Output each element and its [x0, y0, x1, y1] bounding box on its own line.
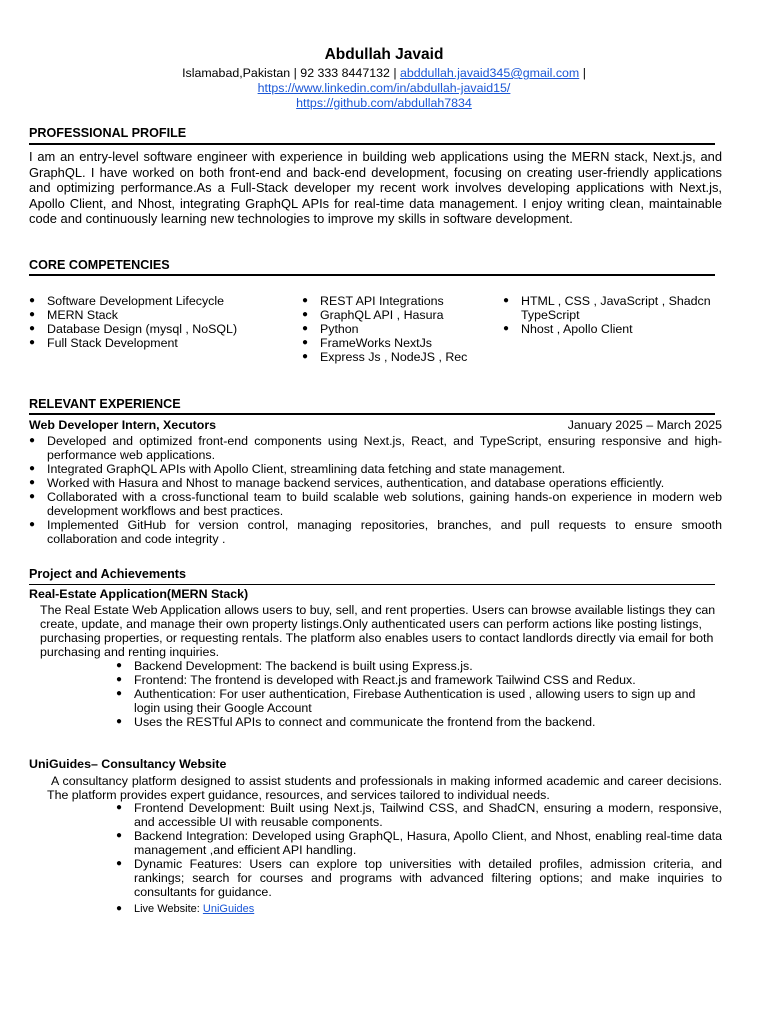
real-estate-bullet: ● Backend Development: The backend is built using Express.js. — [116, 659, 722, 673]
email-link[interactable]: abddullah.javaid345@gmail.com — [399, 66, 580, 80]
experience-bullet: ● Developed and optimized front-end components using Next.js, React, and TypeScript, ensuring responsive and high-performance web applications. — [29, 434, 722, 462]
experience-bullet: ● Implemented GitHub for version control, managing repositories, branches, and pull requests to ensure smooth collaboration and code integrity . — [29, 518, 722, 546]
experience-bullet: ● Worked with Hasura and Nhost to manage backend services, authentication, and database operations efficiently. — [29, 476, 722, 490]
competency-item: ● Express Js , NodeJS , Rec — [302, 350, 472, 364]
competencies-col-1 — [29, 294, 289, 350]
competencies-heading: CORE COMPETENCIES — [29, 258, 170, 272]
real-estate-bullets — [116, 659, 722, 729]
uniguides-live-website — [116, 902, 722, 916]
competency-item: ● Nhost , Apollo Client — [503, 322, 725, 336]
uniguides-title: UniGuides– Consultancy Website — [29, 757, 227, 771]
uniguides-description: A consultancy platform designed to assist students and professionals in making informed academic and career decisions. The platform provides expert guidance, resources, and services tailored to individual needs. — [47, 774, 722, 802]
competencies-col-2 — [302, 294, 472, 364]
competency-item: ● HTML , CSS , JavaScript , Shadcn TypeScript — [503, 294, 725, 322]
competency-item: ● GraphQL API , Hasura — [302, 308, 472, 322]
contact-separator: | — [579, 66, 586, 80]
experience-heading: RELEVANT EXPERIENCE — [29, 397, 181, 411]
uniguides-bullet: ● Dynamic Features: Users can explore top universities with detailed profiles, admission criteria, and rankings; search for courses and programs with advanced filtering options; and make inquiries to consultants for guidance. — [116, 857, 722, 899]
real-estate-bullet: ● Uses the RESTful APIs to connect and communicate the frontend from the backend. — [116, 715, 722, 729]
competencies-rule — [29, 274, 715, 276]
competency-item: ● Full Stack Development — [29, 336, 289, 350]
location-phone: Islamabad,Pakistan | 92 333 8447132 | — [182, 66, 400, 80]
uniguides-bullet: ● Backend Integration: Developed using GraphQL, Hasura, Apollo Client, and Nhost, enabling real-time data management ,and efficient API handling. — [116, 829, 722, 857]
competencies-col-3 — [503, 294, 725, 336]
real-estate-title: Real-Estate Application(MERN Stack) — [29, 587, 249, 601]
competency-item: ● FrameWorks NextJs — [302, 336, 472, 350]
uniguides-bullets — [116, 801, 722, 916]
uniguides-bullet: ● Frontend Development: Built using Next.js, Tailwind CSS, and ShadCN, ensuring a modern, responsive, and accessible UI with reusable components. — [116, 801, 722, 829]
real-estate-description: The Real Estate Web Application allows users to buy, sell, and rent properties. Users can browse available listings they can create, update, and manage their own property listings.Only authenticated users can perform actions like posting listings, purchasing properties, or requesting rentals. The platform also enables users to contact landlords directly via email for both purchasing and renting inquiries. — [40, 603, 716, 659]
linkedin-link[interactable]: https://www.linkedin.com/in/abdullah-javaid15/ — [257, 81, 511, 95]
competency-item: ● Python — [302, 322, 472, 336]
competency-item: ● Database Design (mysql , NoSQL) — [29, 322, 289, 336]
contact-block — [0, 66, 768, 111]
competency-item: ● Software Development Lifecycle — [29, 294, 289, 308]
contact-line — [0, 66, 768, 81]
experience-bullet: ● Collaborated with a cross-functional team to build scalable web solutions, gaining hands-on experience in modern web development workflows and best practices. — [29, 490, 722, 518]
experience-bullets — [29, 434, 722, 546]
experience-bullet: ● Integrated GraphQL APIs with Apollo Client, streamlining data fetching and state management. — [29, 462, 722, 476]
real-estate-bullet: ● Frontend: The frontend is developed with React.js and framework Tailwind CSS and Redux. — [116, 673, 722, 687]
projects-heading: Project and Achievements — [29, 567, 187, 581]
experience-role: Web Developer Intern, Xecutors — [29, 418, 217, 432]
experience-rule — [29, 413, 715, 415]
experience-dates: January 2025 – March 2025 — [567, 418, 722, 432]
competency-item: ● MERN Stack — [29, 308, 289, 322]
profile-rule — [29, 143, 715, 145]
real-estate-bullet: ● Authentication: For user authentication, Firebase Authentication is used , allowing users to sign up and login using their Google Account — [116, 687, 722, 715]
live-website-label: Live Website: — [134, 903, 203, 915]
candidate-name: Abdullah Javaid — [324, 46, 444, 63]
profile-heading: PROFESSIONAL PROFILE — [29, 126, 187, 140]
profile-text: I am an entry-level software engineer with experience in building web applications using the MERN stack, Next.js, and GraphQL. I have worked on both front-end and back-end development, focusing on creating user-friendly applications and optimizing performance.As a Full-Stack developer my recent work involves developing applications with Next.js, Apollo Client, and Nhost, integrating GraphQL APIs for real-time data management. I enjoy writing clean, maintainable code and continuously learning new technologies to improve my skills in software development. — [29, 149, 722, 226]
github-link[interactable]: https://github.com/abdullah7834 — [296, 96, 472, 110]
uniguides-link[interactable]: UniGuides — [202, 903, 255, 915]
projects-rule — [29, 584, 715, 585]
competency-item: ● REST API Integrations — [302, 294, 472, 308]
